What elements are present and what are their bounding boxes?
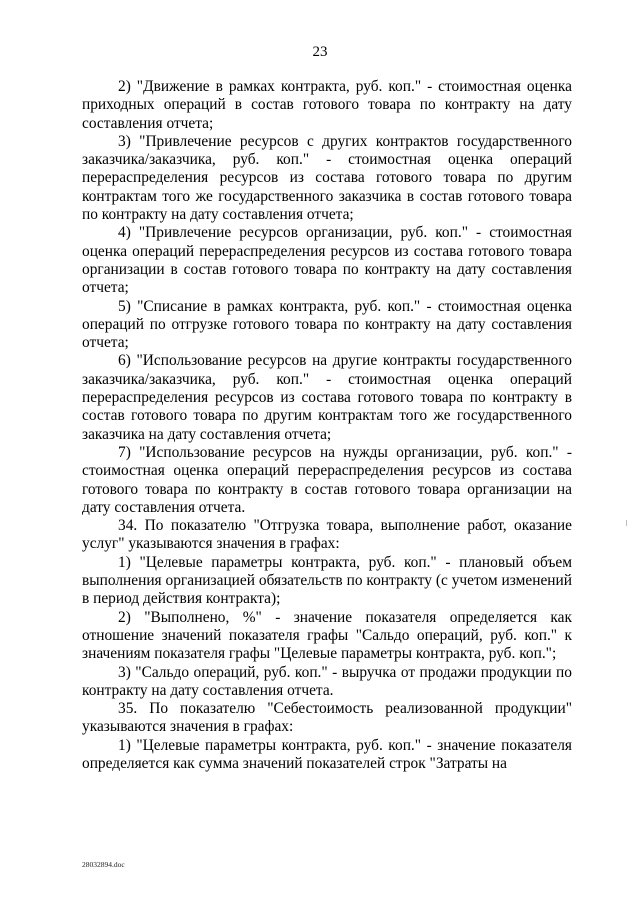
footer-filename: 28032894.doc (82, 860, 125, 869)
scan-margin-mark (626, 520, 627, 526)
paragraph-34-shipment: 34. По показателю "Отгрузка товара, выполнение работ, оказание услуг" указываются значения в графах: (82, 517, 572, 553)
document-body (82, 78, 572, 773)
paragraph-35-cost: 35. По показателю "Себестоимость реализованной продукции" указываются значения в графах: (82, 700, 572, 736)
paragraph-34-3-balance: 3) "Сальдо операций, руб. коп." - выручка от продажи продукции по контракту на дату составления отчета. (82, 663, 572, 699)
paragraph-6-use-other-contracts: 6) "Использование ресурсов на другие контракты государственного заказчика/заказчика, руб. коп." - стоимостная оценка операций перераспределения ресурсов из состава готового товара по контракту в состав готового товара по другим контрактам того же государственного заказчика на дату составления отчета; (82, 352, 572, 443)
paragraph-4-attraction-organization: 4) "Привлечение ресурсов организации, руб. коп." - стоимостная оценка операций перераспределения ресурсов из состава готового товара организации в состав готового товара по контракту на дату составления отчета; (82, 224, 572, 297)
paragraph-5-write-off: 5) "Списание в рамках контракта, руб. коп." - стоимостная оценка операций по отгрузке готового товара по контракту на дату составления отчета; (82, 297, 572, 352)
paragraph-34-1-target: 1) "Целевые параметры контракта, руб. коп." - плановый объем выполнения организацией обязательств по контракту (с учетом изменений в период действия контракта); (82, 553, 572, 608)
paragraph-34-2-completed: 2) "Выполнено, %" - значение показателя определяется как отношение значений показателя графы "Сальдо операций, руб. коп." к значениям показателя графы "Целевые параметры контракта, руб. коп."; (82, 608, 572, 663)
paragraph-3-attraction-contracts: 3) "Привлечение ресурсов с других контрактов государственного заказчика/заказчика, руб. коп." - стоимостная оценка операций перераспределения ресурсов из состава готового товара по другим контрактам того же государственного заказчика в состав готового товара по контракту на дату составления отчета; (82, 132, 572, 224)
paragraph-35-1-target: 1) "Целевые параметры контракта, руб. коп." - значение показателя определяется как сумма значений показателей строк "Затраты на (82, 736, 572, 772)
paragraph-7-use-organization: 7) "Использование ресурсов на нужды организации, руб. коп." - стоимостная оценка операций перераспределения ресурсов из состава готового товара по контракту в состав готового товара организации на дату составления отчета. (82, 443, 572, 516)
paragraph-2-movement: 2) "Движение в рамках контракта, руб. коп." - стоимостная оценка приходных операций в состав готового товара по контракту на дату составления отчета; (82, 78, 572, 132)
page-number: 23 (312, 44, 328, 60)
